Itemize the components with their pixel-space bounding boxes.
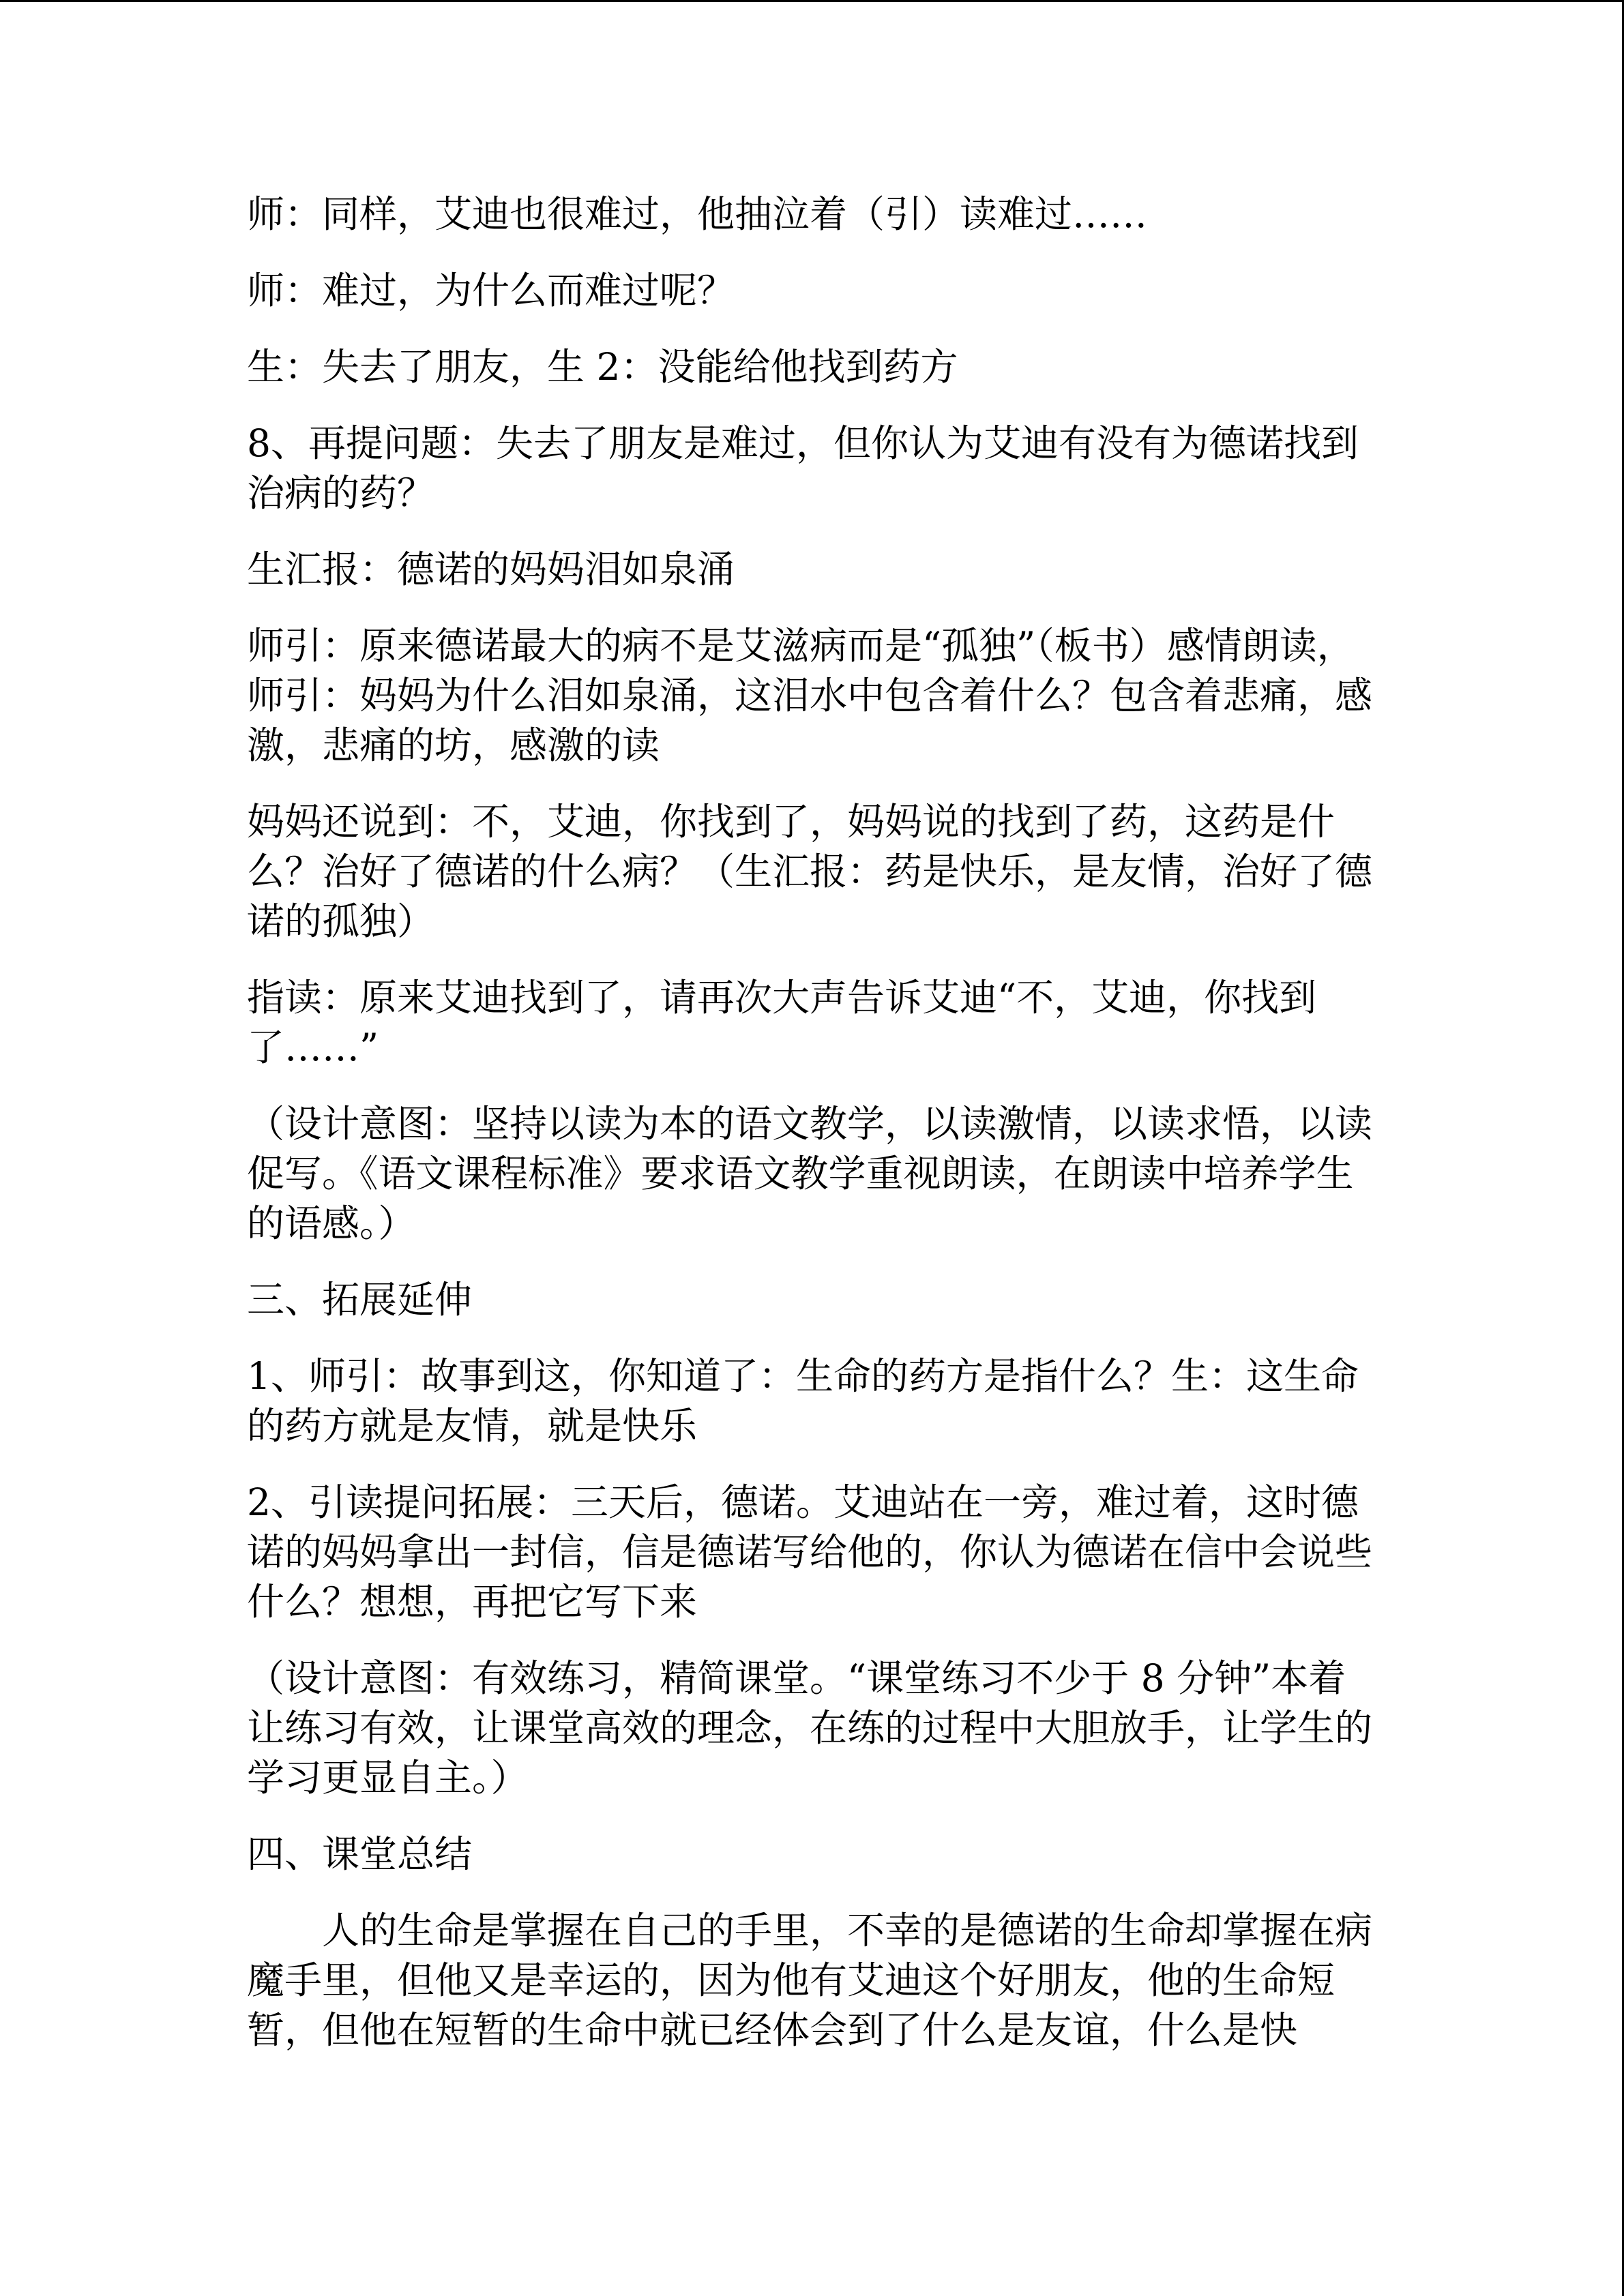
paragraph: 四、课堂总结	[247, 1832, 473, 1876]
paragraph: 2、引读提问拓展：三天后，德诺。艾迪站在一旁，难过着，这时德诺的妈妈拿出一封信，信是德诺写给他的，你认为德诺在信中会说些什么？想想，再把它写下来	[247, 1480, 1373, 1624]
paragraph: 三、拓展延伸	[247, 1278, 473, 1322]
paragraph: 1、师引：故事到这，你知道了：生命的药方是指什么？生：这生命的药方就是友情，就是快乐	[247, 1354, 1359, 1448]
paragraph: （设计意图：坚持以读为本的语文教学，以读激情，以读求悟，以读促写。《语文课程标准》要求语文教学重视朗读，在朗读中培养学生的语感。）	[247, 1102, 1373, 1245]
paragraph: 师：难过，为什么而难过呢？	[247, 269, 735, 312]
paragraph: 师引：原来德诺最大的病不是艾滋病而是“孤独”（板书）感情朗读，师引：妈妈为什么泪如泉涌，这泪水中包含着什么？包含着悲痛，感激，悲痛的坊，感激的读	[247, 624, 1373, 767]
paragraph: 妈妈还说到：不，艾迪，你找到了，妈妈说的找到了药，这药是什么？治好了德诺的什么病？（生汇报：药是快乐，是友情，治好了德诺的孤独）	[247, 800, 1373, 943]
paragraph: 指读：原来艾迪找到了，请再次大声告诉艾迪“不，艾迪，你找到了……”	[247, 976, 1317, 1069]
paragraph: 师：同样，艾迪也很难过，他抽泣着（引）读难过……	[247, 192, 1148, 236]
paragraph: 生：失去了朋友，生 2：没能给他找到药方	[247, 345, 958, 389]
paragraph: （设计意图：有效练习，精简课堂。“课堂练习不少于 8 分钟”本着让练习有效，让课堂高效的理念，在练的过程中大胆放手，让学生的学习更显自主。）	[247, 1656, 1373, 1800]
paragraph: 8、再提问题：失去了朋友是难过，但你认为艾迪有没有为德诺找到治病的药？	[247, 421, 1359, 515]
paragraph: 人的生命是掌握在自己的手里，不幸的是德诺的生命却掌握在病魔手里，但他又是幸运的，因为他有艾迪这个好朋友，他的生命短暂，但他在短暂的生命中就已经体会到了什么是友谊，什么是快	[247, 1909, 1373, 2052]
document-body	[247, 190, 1372, 2082]
paragraph: 生汇报：德诺的妈妈泪如泉涌	[247, 548, 735, 591]
